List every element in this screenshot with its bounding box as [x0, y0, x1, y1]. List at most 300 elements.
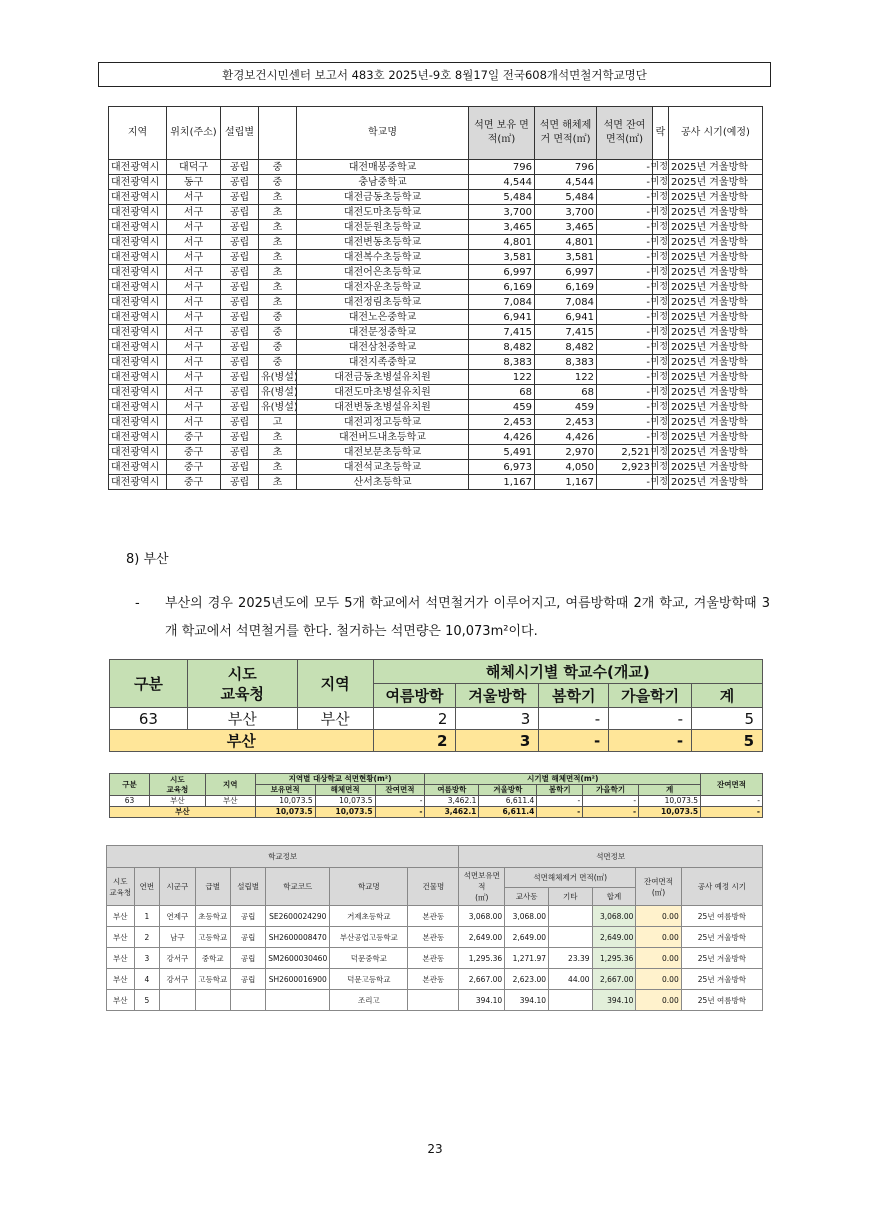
table-cell: 대전광역시: [109, 355, 167, 370]
table-cell: 대전광역시: [109, 475, 167, 490]
total-cell: 3: [456, 730, 539, 752]
table-cell: 공립: [230, 969, 265, 990]
table-cell: 서구: [167, 355, 221, 370]
table-cell: 미정: [653, 280, 669, 295]
table-cell: SE2600024290: [266, 906, 330, 927]
table-cell: 중: [259, 310, 297, 325]
table-cell: 대전광역시: [109, 205, 167, 220]
table-cell: 대전매봉중학교: [297, 160, 469, 175]
table-cell: 덕문고등학교: [330, 969, 408, 990]
table-cell: 68: [535, 385, 597, 400]
table-cell: 서구: [167, 415, 221, 430]
table-cell: 1,295.36: [459, 948, 505, 969]
table-cell: 미정: [653, 400, 669, 415]
row-cell: 63: [110, 796, 150, 807]
table-cell: 68: [469, 385, 535, 400]
table-cell: 2025년 겨울방학: [669, 310, 763, 325]
table-cell: 서구: [167, 265, 221, 280]
row-cell: -: [539, 708, 609, 730]
column-header: 겨울방학: [479, 785, 537, 796]
table-cell: 중구: [167, 430, 221, 445]
table-cell: 미정: [653, 460, 669, 475]
total-cell: -: [375, 807, 425, 818]
table-cell: 중구: [167, 460, 221, 475]
table-cell: 2,667.00: [592, 969, 636, 990]
column-header: 학교명: [297, 107, 469, 160]
table-cell: 초: [259, 445, 297, 460]
column-header: 학교명: [330, 868, 408, 906]
table-cell: 0.00: [636, 927, 681, 948]
table-cell: 대전광역시: [109, 385, 167, 400]
table-cell: 2,521: [597, 445, 653, 460]
column-header: 건물명: [408, 868, 459, 906]
table-row: [109, 370, 763, 385]
table-cell: -: [597, 295, 653, 310]
table-cell: 부산: [107, 969, 135, 990]
header-region: 지역: [205, 774, 255, 796]
table-cell: 대덕구: [167, 160, 221, 175]
column-header: 가을학기: [583, 785, 639, 796]
table-cell: 대전어은초등학교: [297, 265, 469, 280]
table-cell: 대전도마초등학교: [297, 205, 469, 220]
table-cell: 미정: [653, 220, 669, 235]
table-cell: 3,465: [469, 220, 535, 235]
table-cell: 6,169: [535, 280, 597, 295]
table-cell: 공립: [221, 460, 259, 475]
table-cell: 2,453: [535, 415, 597, 430]
table-cell: 미정: [653, 250, 669, 265]
table-cell: 5,484: [535, 190, 597, 205]
table-cell: 대전도마초병설유치원: [297, 385, 469, 400]
table-cell: -: [597, 385, 653, 400]
total-cell: 10,073.5: [639, 807, 701, 818]
table-cell: [266, 990, 330, 1011]
table-cell: 3,068.00: [459, 906, 505, 927]
table-cell: 2025년 겨울방학: [669, 415, 763, 430]
table-cell: 대전버드내초등학교: [297, 430, 469, 445]
table-cell: [408, 990, 459, 1011]
table-cell: 3,068.00: [592, 906, 636, 927]
table-cell: 대전금동초병설유치원: [297, 370, 469, 385]
column-header: 계: [639, 785, 701, 796]
page-number: 23: [427, 1142, 443, 1156]
column-header: 계: [692, 684, 763, 708]
column-header: 여름방학: [425, 785, 479, 796]
table-cell: 대전광역시: [109, 370, 167, 385]
column-header: 시군구: [160, 868, 195, 906]
table-cell: 유(병설): [259, 370, 297, 385]
busan-summary-count-table: [109, 659, 763, 752]
table-row: [109, 250, 763, 265]
table-row: [109, 325, 763, 340]
table-cell: 4,426: [469, 430, 535, 445]
table-cell: 초: [259, 205, 297, 220]
table-cell: 대전광역시: [109, 190, 167, 205]
column-header: 잔여면적: [375, 785, 425, 796]
table-row: [109, 235, 763, 250]
table-row: [109, 265, 763, 280]
column-header: 설립별: [221, 107, 259, 160]
table-cell: 미정: [653, 190, 669, 205]
busan-school-detail-table: [106, 845, 763, 1011]
table-cell: 2025년 겨울방학: [669, 280, 763, 295]
table-cell: SM2600030460: [266, 948, 330, 969]
column-header: 시도 교육청: [107, 868, 135, 906]
table-cell: 공립: [221, 160, 259, 175]
table-cell: 부산: [107, 948, 135, 969]
table-cell: 대전광역시: [109, 445, 167, 460]
row-cell: -: [537, 796, 583, 807]
table-cell: 25년 겨울방학: [681, 927, 762, 948]
table-cell: 0.00: [636, 969, 681, 990]
table-cell: 중: [259, 160, 297, 175]
table-cell: 남구: [160, 927, 195, 948]
table-cell: 1,271.97: [505, 948, 549, 969]
table-cell: 2025년 겨울방학: [669, 445, 763, 460]
header-gubun: 구분: [110, 660, 188, 708]
section-paragraph: [135, 590, 770, 646]
table-cell: 공립: [221, 280, 259, 295]
table-cell: 대전정림초등학교: [297, 295, 469, 310]
table-cell: 서구: [167, 280, 221, 295]
row-cell: -: [375, 796, 425, 807]
table-cell: 2025년 겨울방학: [669, 250, 763, 265]
busan-summary-area-table: [109, 773, 763, 818]
table-cell: 2,667.00: [459, 969, 505, 990]
column-header: 잔여면적 (㎡): [636, 868, 681, 906]
column-header: 지역: [109, 107, 167, 160]
column-header: 석면보유면 적 (㎡): [459, 868, 505, 906]
table-cell: 0.00: [636, 990, 681, 1011]
table-row: [107, 948, 763, 969]
total-label: 부산: [110, 730, 374, 752]
table-cell: 5,491: [469, 445, 535, 460]
table-cell: 394.10: [592, 990, 636, 1011]
table-cell: 2025년 겨울방학: [669, 430, 763, 445]
table-cell: 6,973: [469, 460, 535, 475]
table-cell: 대전괴정고등학교: [297, 415, 469, 430]
table-cell: 부산: [107, 990, 135, 1011]
table-cell: 대전광역시: [109, 295, 167, 310]
total-cell: 3,462.1: [425, 807, 479, 818]
table-cell: 4,544: [535, 175, 597, 190]
row-cell: 10,073.5: [639, 796, 701, 807]
table-cell: 미정: [653, 235, 669, 250]
table-cell: 1,295.36: [592, 948, 636, 969]
table-cell: -: [597, 310, 653, 325]
table-cell: 대전광역시: [109, 310, 167, 325]
row-cell: -: [609, 708, 692, 730]
table-cell: 0.00: [636, 948, 681, 969]
table-cell: 공립: [221, 415, 259, 430]
table-cell: 공립: [230, 927, 265, 948]
table-cell: 4,426: [535, 430, 597, 445]
column-header: 가을학기: [609, 684, 692, 708]
row-cell: 6,611.4: [479, 796, 537, 807]
column-header: 석면 해체제거 면적(㎡): [535, 107, 597, 160]
column-header: 위치(주소): [167, 107, 221, 160]
table-cell: -: [597, 475, 653, 490]
table-cell: 2: [134, 927, 160, 948]
table-cell: 미정: [653, 160, 669, 175]
table-cell: 대전변동초등학교: [297, 235, 469, 250]
total-cell: 2: [373, 730, 456, 752]
table-cell: 서구: [167, 220, 221, 235]
table-row: [107, 969, 763, 990]
table-cell: 공립: [230, 906, 265, 927]
table-cell: 미정: [653, 385, 669, 400]
table-cell: 초: [259, 295, 297, 310]
column-subheader: 기타: [549, 888, 593, 906]
total-cell: 10,073.5: [315, 807, 375, 818]
table-cell: 고등학교: [195, 927, 230, 948]
table-cell: 중: [259, 175, 297, 190]
table-cell: 2025년 겨울방학: [669, 175, 763, 190]
table-cell: -: [597, 280, 653, 295]
row-cell: -: [583, 796, 639, 807]
table-cell: 서구: [167, 310, 221, 325]
table-cell: 공립: [230, 948, 265, 969]
table-cell: 서구: [167, 235, 221, 250]
table-cell: 공립: [221, 235, 259, 250]
table-cell: 4: [134, 969, 160, 990]
table-cell: 796: [469, 160, 535, 175]
total-label: 부산: [110, 807, 256, 818]
table-cell: 2025년 겨울방학: [669, 295, 763, 310]
table-cell: 미정: [653, 325, 669, 340]
table-cell: 2,649.00: [592, 927, 636, 948]
table-cell: 4,801: [469, 235, 535, 250]
header-sido: 시도 교육청: [187, 660, 297, 708]
table-cell: 미정: [653, 175, 669, 190]
header-school-info: 학교정보: [107, 846, 459, 868]
table-row: [109, 295, 763, 310]
table-cell: 서구: [167, 190, 221, 205]
row-cell: 10,073.5: [315, 796, 375, 807]
row-cell: 3,462.1: [425, 796, 479, 807]
table-cell: 공립: [221, 475, 259, 490]
table-cell: -: [597, 160, 653, 175]
column-header: 보유면적: [255, 785, 315, 796]
table-cell: 3,068.00: [505, 906, 549, 927]
table-cell: 공립: [221, 250, 259, 265]
table-cell: 초: [259, 235, 297, 250]
table-cell: 2025년 겨울방학: [669, 160, 763, 175]
table-cell: [549, 927, 593, 948]
table-cell: 대전광역시: [109, 400, 167, 415]
table-cell: 미정: [653, 295, 669, 310]
table-cell: 강서구: [160, 948, 195, 969]
table-cell: 25년 여름방학: [681, 906, 762, 927]
table-cell: 대전자운초등학교: [297, 280, 469, 295]
column-header: 석면 잔여면적(㎡): [597, 107, 653, 160]
table-cell: 공립: [221, 370, 259, 385]
table-row: [107, 927, 763, 948]
table-cell: 대전광역시: [109, 325, 167, 340]
table-cell: 5,484: [469, 190, 535, 205]
column-subheader: 교사동: [505, 888, 549, 906]
column-header: 석면해체제거 면적(㎡): [505, 868, 636, 888]
table-cell: 공립: [221, 295, 259, 310]
table-cell: 394.10: [505, 990, 549, 1011]
table-cell: 산서초등학교: [297, 475, 469, 490]
table-cell: 2025년 겨울방학: [669, 370, 763, 385]
row-cell: 부산: [187, 708, 297, 730]
table-cell: 대전광역시: [109, 415, 167, 430]
row-cell: 부산: [297, 708, 373, 730]
table-cell: 2025년 겨울방학: [669, 385, 763, 400]
table-cell: -: [597, 340, 653, 355]
table-cell: 덕문중학교: [330, 948, 408, 969]
table-cell: 2025년 겨울방학: [669, 265, 763, 280]
table-row: [107, 906, 763, 927]
table-cell: 25년 겨울방학: [681, 948, 762, 969]
table-cell: 23.39: [549, 948, 593, 969]
total-cell: 5: [692, 730, 763, 752]
row-cell: 63: [110, 708, 188, 730]
column-header: 설립별: [230, 868, 265, 906]
column-header: 여름방학: [373, 684, 456, 708]
column-header: 해체면적: [315, 785, 375, 796]
table-cell: 2025년 겨울방학: [669, 340, 763, 355]
table-row: [109, 355, 763, 370]
table-cell: -: [597, 415, 653, 430]
table-cell: 대전금동초등학교: [297, 190, 469, 205]
report-header: [98, 62, 771, 87]
table-cell: 4,801: [535, 235, 597, 250]
table-cell: 2,970: [535, 445, 597, 460]
table-cell: 1: [134, 906, 160, 927]
table-row: [109, 400, 763, 415]
table-cell: 유(병설): [259, 400, 297, 415]
table-cell: 2025년 겨울방학: [669, 235, 763, 250]
table-cell: 0.00: [636, 906, 681, 927]
table-cell: -: [597, 265, 653, 280]
table-row: [109, 160, 763, 175]
table-cell: -: [597, 400, 653, 415]
column-header: 봄학기: [539, 684, 609, 708]
header-asbestos-info: 석면정보: [459, 846, 763, 868]
table-cell: 대전광역시: [109, 265, 167, 280]
table-cell: 7,084: [535, 295, 597, 310]
table-cell: 4,050: [535, 460, 597, 475]
column-header: 공사 예정 시기: [681, 868, 762, 906]
table-cell: 대전복수초등학교: [297, 250, 469, 265]
table-cell: 본관동: [408, 948, 459, 969]
table-row: [109, 190, 763, 205]
table-cell: 중구: [167, 475, 221, 490]
total-cell: 6,611.4: [479, 807, 537, 818]
table-cell: 미정: [653, 430, 669, 445]
table-row: [109, 340, 763, 355]
table-cell: 대전광역시: [109, 175, 167, 190]
total-cell: -: [701, 807, 763, 818]
bullet-dash: -: [135, 596, 140, 611]
table-cell: 공립: [221, 220, 259, 235]
table-row: [109, 430, 763, 445]
table-cell: 459: [469, 400, 535, 415]
table-cell: 연제구: [160, 906, 195, 927]
table-cell: 서구: [167, 205, 221, 220]
table-cell: 25년 여름방학: [681, 990, 762, 1011]
table-cell: 서구: [167, 250, 221, 265]
table-cell: 미정: [653, 205, 669, 220]
table-cell: 2,453: [469, 415, 535, 430]
table-cell: 초: [259, 250, 297, 265]
table-cell: 2,623.00: [505, 969, 549, 990]
table-cell: 394.10: [459, 990, 505, 1011]
table-cell: 2025년 겨울방학: [669, 355, 763, 370]
table-cell: -: [597, 355, 653, 370]
table-cell: -: [597, 205, 653, 220]
table-cell: 조리고: [330, 990, 408, 1011]
row-cell: 10,073.5: [255, 796, 315, 807]
table-row: [109, 205, 763, 220]
table-cell: 6,941: [535, 310, 597, 325]
section-heading: 8) 부산: [126, 552, 169, 567]
header-sido: 시도 교육청: [149, 774, 205, 796]
column-header: 겨울방학: [456, 684, 539, 708]
table-cell: 1,167: [535, 475, 597, 490]
table-cell: 공립: [221, 445, 259, 460]
table-cell: 122: [469, 370, 535, 385]
table-cell: 공립: [221, 265, 259, 280]
table-cell: 미정: [653, 370, 669, 385]
table-cell: 공립: [221, 205, 259, 220]
table-cell: 7,415: [469, 325, 535, 340]
total-cell: 10,073.5: [255, 807, 315, 818]
row-cell: 부산: [205, 796, 255, 807]
table-cell: -: [597, 430, 653, 445]
table-row: [109, 445, 763, 460]
table-cell: 8,383: [535, 355, 597, 370]
table-cell: 초: [259, 430, 297, 445]
table-cell: 공립: [221, 325, 259, 340]
table-cell: 초: [259, 265, 297, 280]
table-cell: 대전광역시: [109, 250, 167, 265]
table-cell: 대전둔원초등학교: [297, 220, 469, 235]
table-cell: 본관동: [408, 969, 459, 990]
table-cell: 6,997: [469, 265, 535, 280]
table-row: [109, 310, 763, 325]
table-cell: 5: [134, 990, 160, 1011]
table-row: [109, 385, 763, 400]
column-header: 학교코드: [266, 868, 330, 906]
table-cell: 대전광역시: [109, 340, 167, 355]
table-cell: 공립: [221, 190, 259, 205]
table-row: [109, 460, 763, 475]
total-cell: -: [537, 807, 583, 818]
table-row: [109, 175, 763, 190]
table-cell: 서구: [167, 400, 221, 415]
table-cell: 강서구: [160, 969, 195, 990]
header-group2: 시기별 해체면적(m²): [425, 774, 701, 785]
table-cell: 대전노은중학교: [297, 310, 469, 325]
table-cell: 122: [535, 370, 597, 385]
table-cell: 대전삼천중학교: [297, 340, 469, 355]
table-row: [109, 280, 763, 295]
table-cell: 대전보문초등학교: [297, 445, 469, 460]
table-cell: 3,465: [535, 220, 597, 235]
table-cell: 8,383: [469, 355, 535, 370]
table-cell: 8,482: [535, 340, 597, 355]
table-cell: 미정: [653, 415, 669, 430]
table-row: [107, 990, 763, 1011]
table-cell: [160, 990, 195, 1011]
column-subheader: 합계: [592, 888, 636, 906]
table-cell: 대전석교초등학교: [297, 460, 469, 475]
column-header: 봄학기: [537, 785, 583, 796]
